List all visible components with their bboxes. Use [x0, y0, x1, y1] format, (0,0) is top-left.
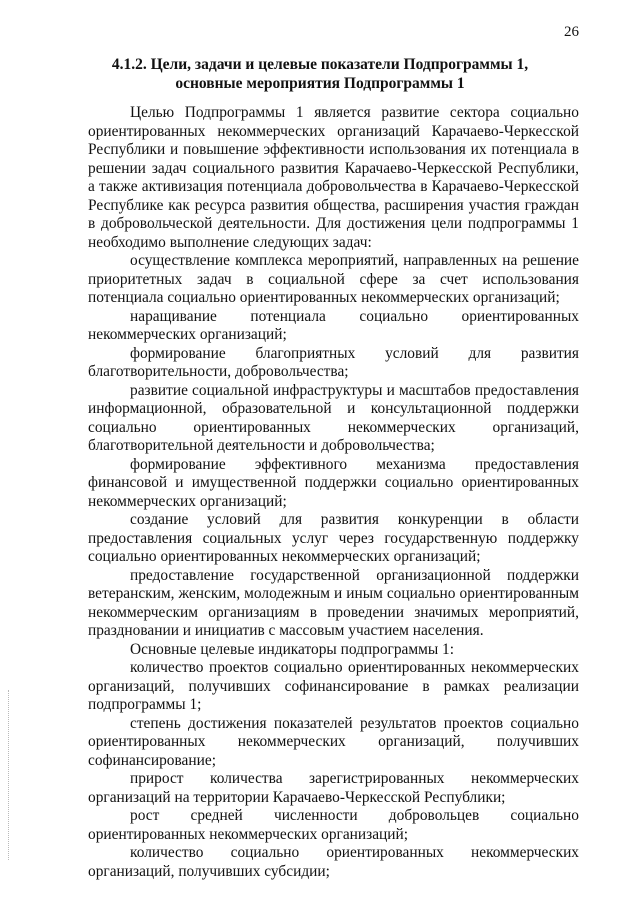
indicator-item: количество проектов социально ориентированных некоммерческих организаций, получивших софинансирование в рамках реализации подпрограммы 1;: [88, 659, 579, 713]
scan-margin-marks: [8, 690, 11, 860]
intro-paragraph: Целью Подпрограммы 1 является развитие сектора социально ориентированных некоммерческих организаций Карачаево-Черкесской Республики и повышение эффективности использования их потенциала в решении задач социального развития Карачаево-Черкесской Республики, а также активизация потенциала добровольчества в Карачаево-Черкесской Республике как ресурса развития общества, расширения участия граждан в добровольческой деятельности. Для достижения цели подпрограммы 1 необходимо выполнение следующих задач:: [88, 104, 579, 251]
page-number: 26: [564, 24, 579, 40]
task-item: создание условий для развития конкуренции в области предоставления социальных услуг через государственную поддержку социально ориентированных некоммерческих организаций;: [88, 511, 579, 565]
indicator-item: количество социально ориентированных некоммерческих организаций, получивших субсидии;: [88, 844, 579, 880]
task-item: формирование эффективного механизма предоставления финансовой и имущественной поддержки социально ориентированных некоммерческих организаций;: [88, 455, 579, 510]
task-item: наращивание потенциала социально ориентированных некоммерческих организаций;: [88, 307, 579, 343]
section-heading-line-2: основные мероприятия Подпрограммы 1: [175, 75, 465, 92]
indicator-item: степень достижения показателей результатов проектов социально ориентированных некоммерческих организаций, получивших софинансирование;: [88, 714, 579, 769]
task-item: предоставление государственной организационной поддержки ветеранским, женским, молодежным и иным социально ориентированным некоммерческим организациям в проведении значимых мероприятий, праздновании и инициатив с массовым участием населения.: [88, 566, 579, 639]
section-heading-line-1: 4.1.2. Цели, задачи и целевые показатели Подпрограммы 1,: [111, 56, 529, 73]
task-item: осуществление комплекса мероприятий, направленных на решение приоритетных задач в социальной сфере за счет использования потенциала социально ориентированных некоммерческих организаций;: [88, 252, 579, 306]
section-heading: [90, 55, 550, 93]
indicator-item: прирост количества зарегистрированных некоммерческих организаций на территории Карачаево-Черкесской Республики;: [88, 770, 579, 806]
task-item: формирование благоприятных условий для развития благотворительности, добровольчества;: [88, 344, 579, 380]
indicators-heading: Основные целевые индикаторы подпрограммы 1:: [130, 640, 455, 658]
task-item: развитие социальной инфраструктуры и масштабов предоставления информационной, образовательной и консультационной поддержки социально ориентированных некоммерческих организаций, благотворительной деятельности и добровольчества;: [88, 381, 579, 454]
body-text: [88, 104, 579, 881]
indicator-item: рост средней численности добровольцев социально ориентированных некоммерческих организаций;: [88, 807, 579, 843]
